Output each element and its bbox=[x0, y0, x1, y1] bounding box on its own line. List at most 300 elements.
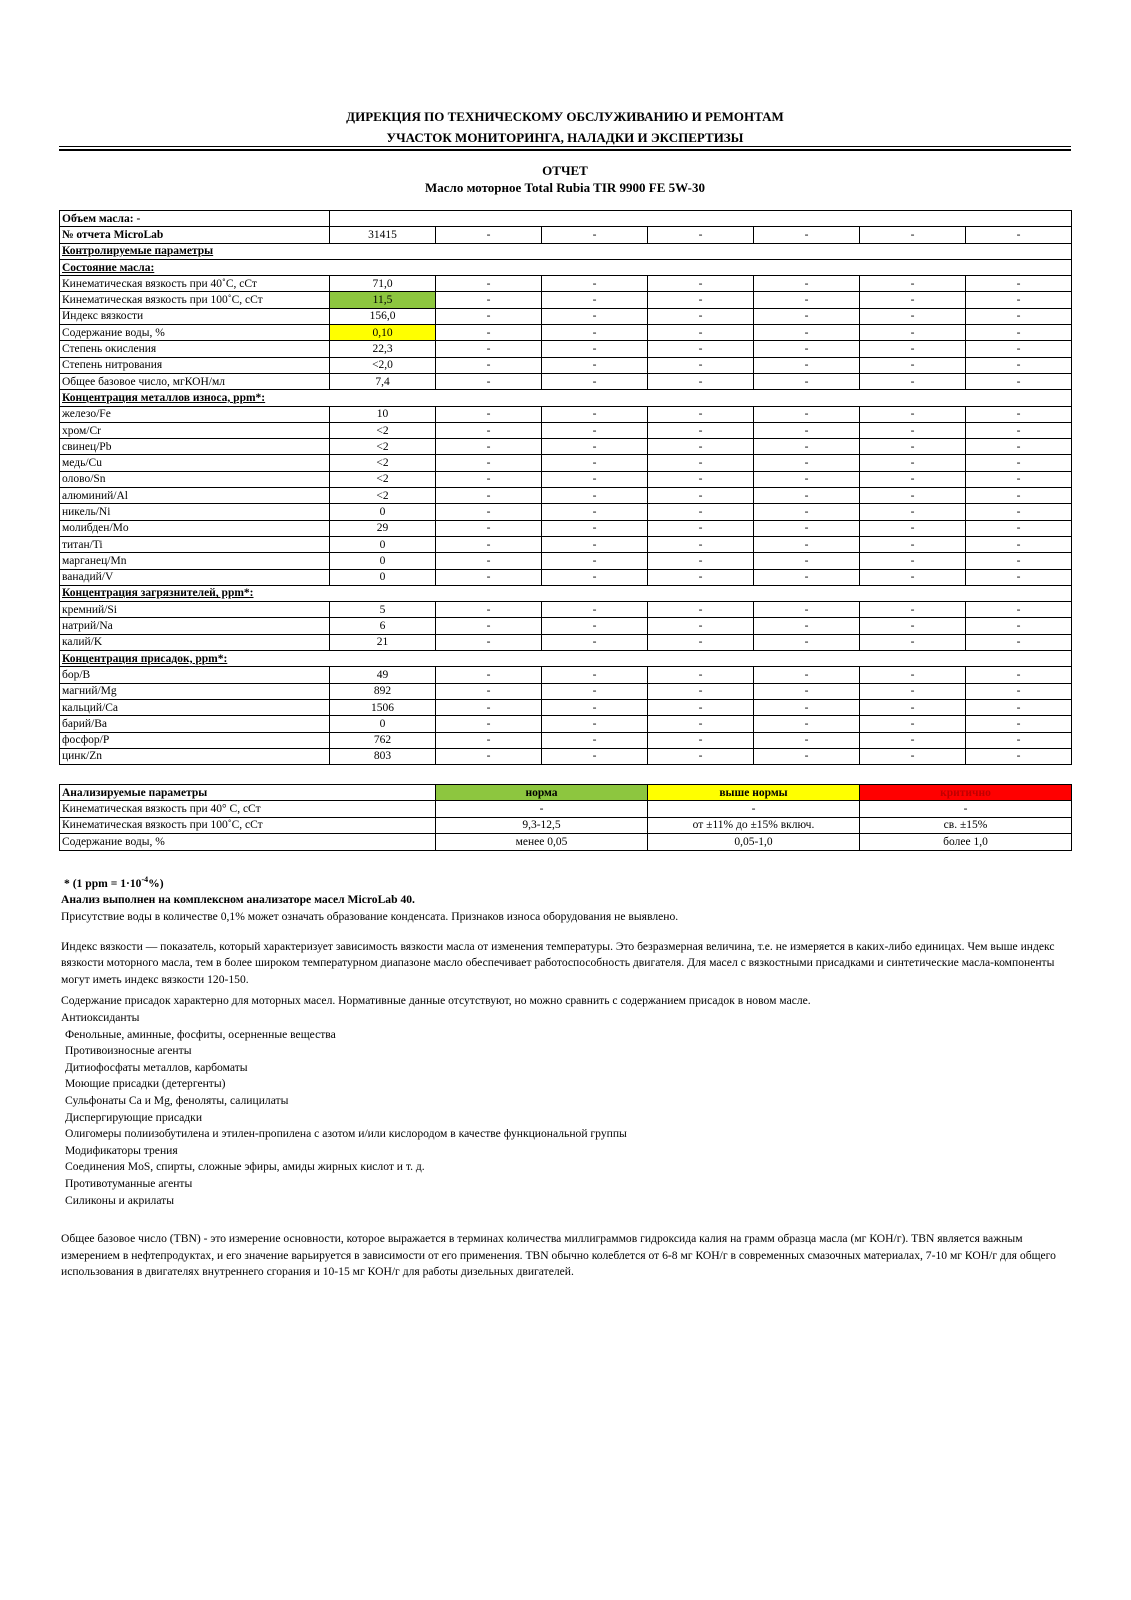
empty-cell: - bbox=[648, 536, 754, 552]
empty-cell: - bbox=[754, 276, 860, 292]
empty-cell: - bbox=[542, 406, 648, 422]
empty-cell: - bbox=[966, 716, 1072, 732]
section-title: Концентрация загрязнителей, ppm*: bbox=[60, 585, 330, 601]
empty-cell: - bbox=[966, 488, 1072, 504]
param-value: 0 bbox=[330, 553, 436, 569]
table-row bbox=[60, 488, 1072, 504]
table-row bbox=[60, 308, 1072, 324]
param-value: 892 bbox=[330, 683, 436, 699]
additive-item: Противоизносные агенты bbox=[65, 1044, 192, 1058]
empty-cell: - bbox=[542, 536, 648, 552]
empty-cell: - bbox=[542, 683, 648, 699]
empty-cell: - bbox=[648, 276, 754, 292]
section-title: Концентрация металлов износа, ppm*: bbox=[60, 390, 330, 406]
empty-cell: - bbox=[860, 716, 966, 732]
param-value: 6 bbox=[330, 618, 436, 634]
additive-item: Силиконы и акрилаты bbox=[65, 1193, 175, 1207]
oil-volume-value bbox=[330, 211, 1072, 227]
empty-cell: - bbox=[754, 699, 860, 715]
report-subtitle: Масло моторное Total Rubia TIR 9900 FE 5W-30 bbox=[424, 180, 706, 195]
oil-volume-label: Объем масла: - bbox=[60, 211, 330, 227]
empty-cell: - bbox=[436, 683, 542, 699]
ppm-note bbox=[61, 872, 1066, 892]
table-row bbox=[60, 634, 1072, 650]
empty-cell: - bbox=[436, 634, 542, 650]
reference-param: Содержание воды, % bbox=[60, 834, 436, 850]
empty-cell: - bbox=[436, 455, 542, 471]
section-fill bbox=[330, 259, 1072, 275]
param-value: <2 bbox=[330, 455, 436, 471]
table-row bbox=[60, 422, 1072, 438]
empty-cell: - bbox=[860, 308, 966, 324]
table-row bbox=[60, 732, 1072, 748]
empty-cell: - bbox=[966, 634, 1072, 650]
empty-cell: - bbox=[754, 732, 860, 748]
empty-cell: - bbox=[860, 471, 966, 487]
empty-cell: - bbox=[542, 422, 648, 438]
empty-cell: - bbox=[966, 455, 1072, 471]
param-label: медь/Cu bbox=[60, 455, 330, 471]
empty-cell: - bbox=[648, 488, 754, 504]
empty-cell: - bbox=[754, 488, 860, 504]
empty-cell: - bbox=[966, 227, 1072, 243]
empty-cell: - bbox=[436, 536, 542, 552]
empty-cell: - bbox=[860, 602, 966, 618]
empty-cell: - bbox=[436, 308, 542, 324]
param-value: 49 bbox=[330, 667, 436, 683]
param-value: 22,3 bbox=[330, 341, 436, 357]
empty-cell: - bbox=[542, 569, 648, 585]
empty-cell: - bbox=[860, 292, 966, 308]
empty-cell: - bbox=[754, 553, 860, 569]
empty-cell: - bbox=[542, 520, 648, 536]
param-value: <2 bbox=[330, 488, 436, 504]
empty-cell: - bbox=[648, 667, 754, 683]
param-label: олово/Sn bbox=[60, 471, 330, 487]
empty-cell: - bbox=[966, 373, 1072, 389]
empty-cell: - bbox=[648, 292, 754, 308]
param-label: бор/B bbox=[60, 667, 330, 683]
report-number-row bbox=[60, 227, 1072, 243]
table-row bbox=[60, 618, 1072, 634]
table-row bbox=[60, 439, 1072, 455]
empty-cell: - bbox=[542, 357, 648, 373]
empty-cell: - bbox=[966, 357, 1072, 373]
table-row bbox=[60, 569, 1072, 585]
empty-cell: - bbox=[648, 732, 754, 748]
section-title: Концентрация присадок, ppm*: bbox=[60, 651, 330, 667]
param-label: Общее базовое число, мгКОН/мл bbox=[60, 373, 330, 389]
param-value: 11,5 bbox=[330, 292, 436, 308]
param-label: Кинематическая вязкость при 40˚С, сСт bbox=[60, 276, 330, 292]
additive-item: Дитиофосфаты металлов, карбоматы bbox=[65, 1060, 248, 1074]
param-label: фосфор/P bbox=[60, 732, 330, 748]
empty-cell: - bbox=[436, 569, 542, 585]
table-row bbox=[60, 683, 1072, 699]
empty-cell: - bbox=[754, 683, 860, 699]
table-row bbox=[60, 471, 1072, 487]
reference-param: Кинематическая вязкость при 100˚С, сСт bbox=[60, 817, 436, 833]
empty-cell: - bbox=[648, 227, 754, 243]
empty-cell: - bbox=[648, 634, 754, 650]
section-fill bbox=[330, 243, 1072, 259]
empty-cell: - bbox=[542, 308, 648, 324]
empty-cell: - bbox=[648, 569, 754, 585]
empty-cell: - bbox=[966, 602, 1072, 618]
reference-row bbox=[60, 834, 1072, 850]
empty-cell: - bbox=[860, 683, 966, 699]
empty-cell: - bbox=[648, 683, 754, 699]
empty-cell: - bbox=[436, 325, 542, 341]
table-row bbox=[60, 520, 1072, 536]
critical-value: св. ±15% bbox=[860, 817, 1072, 833]
empty-cell: - bbox=[966, 422, 1072, 438]
norm-header: норма bbox=[436, 785, 648, 801]
empty-cell: - bbox=[436, 406, 542, 422]
empty-cell: - bbox=[754, 341, 860, 357]
empty-cell: - bbox=[648, 602, 754, 618]
norm-value: 9,3-12,5 bbox=[436, 817, 648, 833]
section-heading bbox=[60, 585, 1072, 601]
empty-cell: - bbox=[754, 569, 860, 585]
param-label: марганец/Mn bbox=[60, 553, 330, 569]
empty-cell: - bbox=[542, 504, 648, 520]
empty-cell: - bbox=[860, 504, 966, 520]
section-heading bbox=[60, 651, 1072, 667]
param-label: калий/K bbox=[60, 634, 330, 650]
empty-cell: - bbox=[542, 341, 648, 357]
empty-cell: - bbox=[436, 553, 542, 569]
empty-cell: - bbox=[860, 422, 966, 438]
empty-cell: - bbox=[754, 504, 860, 520]
empty-cell: - bbox=[860, 732, 966, 748]
empty-cell: - bbox=[436, 504, 542, 520]
param-label: Содержание воды, % bbox=[60, 325, 330, 341]
empty-cell: - bbox=[860, 325, 966, 341]
table-row bbox=[60, 553, 1072, 569]
empty-cell: - bbox=[754, 520, 860, 536]
empty-cell: - bbox=[966, 667, 1072, 683]
empty-cell: - bbox=[966, 308, 1072, 324]
empty-cell: - bbox=[754, 667, 860, 683]
empty-cell: - bbox=[860, 536, 966, 552]
param-value: 803 bbox=[330, 748, 436, 764]
empty-cell: - bbox=[542, 553, 648, 569]
additive-item: Фенольные, аминные, фосфиты, осерненные вещества bbox=[65, 1027, 336, 1041]
empty-cell: - bbox=[754, 455, 860, 471]
empty-cell: - bbox=[860, 373, 966, 389]
section-title: Контролируемые параметры bbox=[60, 243, 330, 259]
additive-item: Противотуманные агенты bbox=[65, 1176, 193, 1190]
empty-cell: - bbox=[966, 569, 1072, 585]
empty-cell: - bbox=[754, 536, 860, 552]
empty-cell: - bbox=[436, 276, 542, 292]
param-value: 29 bbox=[330, 520, 436, 536]
table-row bbox=[60, 341, 1072, 357]
param-value: <2 bbox=[330, 422, 436, 438]
reference-row bbox=[60, 817, 1072, 833]
empty-cell: - bbox=[966, 732, 1072, 748]
param-label: Кинематическая вязкость при 100˚С, сСт bbox=[60, 292, 330, 308]
reference-header-row bbox=[60, 785, 1072, 801]
above-norm-value: - bbox=[648, 801, 860, 817]
table-row bbox=[60, 373, 1072, 389]
empty-cell: - bbox=[966, 471, 1072, 487]
empty-cell: - bbox=[860, 455, 966, 471]
empty-cell: - bbox=[542, 618, 648, 634]
empty-cell: - bbox=[436, 357, 542, 373]
param-label: магний/Mg bbox=[60, 683, 330, 699]
empty-cell: - bbox=[436, 373, 542, 389]
antioxidants-label: Антиоксиданты bbox=[61, 1011, 140, 1025]
empty-cell: - bbox=[542, 732, 648, 748]
empty-cell: - bbox=[754, 471, 860, 487]
empty-cell: - bbox=[754, 422, 860, 438]
empty-cell: - bbox=[754, 292, 860, 308]
empty-cell: - bbox=[542, 699, 648, 715]
empty-cell: - bbox=[648, 308, 754, 324]
empty-cell: - bbox=[436, 292, 542, 308]
empty-cell: - bbox=[648, 553, 754, 569]
param-value: 71,0 bbox=[330, 276, 436, 292]
param-label: молибден/Mo bbox=[60, 520, 330, 536]
empty-cell: - bbox=[648, 439, 754, 455]
empty-cell: - bbox=[542, 471, 648, 487]
above-norm-header: выше нормы bbox=[648, 785, 860, 801]
table-row bbox=[60, 455, 1072, 471]
empty-cell: - bbox=[648, 373, 754, 389]
norm-value: - bbox=[436, 801, 648, 817]
empty-cell: - bbox=[966, 325, 1072, 341]
reference-header-label: Анализируемые параметры bbox=[60, 785, 436, 801]
param-label: кремний/Si bbox=[60, 602, 330, 618]
empty-cell: - bbox=[542, 276, 648, 292]
above-norm-value: от ±11% до ±15% включ. bbox=[648, 817, 860, 833]
empty-cell: - bbox=[648, 520, 754, 536]
empty-cell: - bbox=[860, 569, 966, 585]
additive-item: Соединения MoS, спирты, сложные эфиры, амиды жирных кислот и т. д. bbox=[65, 1160, 425, 1174]
empty-cell: - bbox=[436, 520, 542, 536]
empty-cell: - bbox=[542, 748, 648, 764]
table-row bbox=[60, 667, 1072, 683]
param-label: свинец/Pb bbox=[60, 439, 330, 455]
empty-cell: - bbox=[860, 341, 966, 357]
param-value: 10 bbox=[330, 406, 436, 422]
empty-cell: - bbox=[860, 406, 966, 422]
empty-cell: - bbox=[542, 634, 648, 650]
additive-list bbox=[61, 1027, 1066, 1210]
header-line-1: ДИРЕКЦИЯ ПО ТЕХНИЧЕСКОМУ ОБСЛУЖИВАНИЮ И РЕМОНТАМ bbox=[346, 109, 784, 124]
empty-cell: - bbox=[648, 716, 754, 732]
additive-item: Сульфонаты Ca и Mg, феноляты, салицилаты bbox=[65, 1093, 289, 1107]
param-label: Степень окисления bbox=[60, 341, 330, 357]
param-value: 762 bbox=[330, 732, 436, 748]
empty-cell: - bbox=[436, 488, 542, 504]
water-note: Присутствие воды в количестве 0,1% может означать образование конденсата. Признаков износа оборудования не выявлено. bbox=[61, 910, 679, 924]
empty-cell: - bbox=[966, 536, 1072, 552]
empty-cell: - bbox=[436, 439, 542, 455]
empty-cell: - bbox=[436, 471, 542, 487]
empty-cell: - bbox=[648, 357, 754, 373]
empty-cell: - bbox=[542, 667, 648, 683]
param-value: 21 bbox=[330, 634, 436, 650]
empty-cell: - bbox=[542, 439, 648, 455]
table-row bbox=[60, 602, 1072, 618]
empty-cell: - bbox=[966, 748, 1072, 764]
table-row bbox=[60, 536, 1072, 552]
param-label: барий/Ba bbox=[60, 716, 330, 732]
empty-cell: - bbox=[966, 699, 1072, 715]
section-heading bbox=[60, 259, 1072, 275]
param-label: никель/Ni bbox=[60, 504, 330, 520]
above-norm-value: 0,05-1,0 bbox=[648, 834, 860, 850]
empty-cell: - bbox=[542, 602, 648, 618]
empty-cell: - bbox=[648, 699, 754, 715]
empty-cell: - bbox=[648, 748, 754, 764]
critical-value: - bbox=[860, 801, 1072, 817]
param-label: натрий/Na bbox=[60, 618, 330, 634]
empty-cell: - bbox=[648, 471, 754, 487]
param-label: Степень нитрования bbox=[60, 357, 330, 373]
additive-item: Моющие присадки (детергенты) bbox=[65, 1077, 226, 1091]
tbn-note: Общее базовое число (TBN) - это измерение основности, которое выражается в терминах количества миллиграммов гидроксида калия на грамм образца масла (мг КОН/г). TBN является важным измерением в нефтепродуктах, и его значение варьируется в зависимости от его применения. TBN обычно колеблется от 6-8 мг КОН/г в современных смазочных материалах, 7-10 мг КОН/г для общего использования в двигателях внутреннего сгорания и 10-15 мг КОН/г для работы дизельных двигателей. bbox=[61, 1232, 1056, 1279]
empty-cell: - bbox=[542, 292, 648, 308]
reference-param: Кинематическая вязкость при 40° С, сСт bbox=[60, 801, 436, 817]
empty-cell: - bbox=[754, 716, 860, 732]
section-heading bbox=[60, 390, 1072, 406]
empty-cell: - bbox=[648, 341, 754, 357]
param-value: 0,10 bbox=[330, 325, 436, 341]
header-rule bbox=[59, 146, 1071, 151]
additive-item: Олигомеры полиизобутилена и этилен-пропилена с азотом и/или кислородом в качестве функциональной группы bbox=[65, 1127, 627, 1141]
param-value: 156,0 bbox=[330, 308, 436, 324]
additives-intro: Содержание присадок характерно для моторных масел. Нормативные данные отсутствуют, но можно сравнить с содержанием присадок в новом масле. bbox=[61, 994, 811, 1008]
empty-cell: - bbox=[542, 455, 648, 471]
empty-cell: - bbox=[436, 748, 542, 764]
empty-cell: - bbox=[648, 504, 754, 520]
empty-cell: - bbox=[754, 634, 860, 650]
empty-cell: - bbox=[754, 406, 860, 422]
empty-cell: - bbox=[648, 455, 754, 471]
empty-cell: - bbox=[860, 357, 966, 373]
empty-cell: - bbox=[436, 667, 542, 683]
analysis-note: Анализ выполнен на комплексном анализаторе масел MicroLab 40. bbox=[61, 893, 415, 907]
empty-cell: - bbox=[542, 227, 648, 243]
section-fill bbox=[330, 585, 1072, 601]
ppm-note-prefix: * (1 ppm = 1·10 bbox=[64, 876, 142, 890]
table-row bbox=[60, 276, 1072, 292]
param-value: <2,0 bbox=[330, 357, 436, 373]
table-row bbox=[60, 748, 1072, 764]
empty-cell: - bbox=[860, 227, 966, 243]
empty-cell: - bbox=[436, 618, 542, 634]
empty-cell: - bbox=[754, 602, 860, 618]
critical-header: критично bbox=[860, 785, 1072, 801]
empty-cell: - bbox=[648, 618, 754, 634]
empty-cell: - bbox=[860, 699, 966, 715]
critical-value: более 1,0 bbox=[860, 834, 1072, 850]
empty-cell: - bbox=[436, 732, 542, 748]
report-number-value: 31415 bbox=[330, 227, 436, 243]
param-label: хром/Cr bbox=[60, 422, 330, 438]
empty-cell: - bbox=[754, 618, 860, 634]
table-row bbox=[60, 699, 1072, 715]
empty-cell: - bbox=[860, 553, 966, 569]
empty-cell: - bbox=[966, 406, 1072, 422]
reference-table bbox=[59, 784, 1072, 851]
table-row bbox=[60, 357, 1072, 373]
empty-cell: - bbox=[542, 325, 648, 341]
empty-cell: - bbox=[648, 422, 754, 438]
param-label: алюминий/Al bbox=[60, 488, 330, 504]
param-value: 5 bbox=[330, 602, 436, 618]
table-row bbox=[60, 716, 1072, 732]
oil-volume-row bbox=[60, 211, 1072, 227]
controlled-params-heading bbox=[60, 243, 1072, 259]
norm-value: менее 0,05 bbox=[436, 834, 648, 850]
param-value: 7,4 bbox=[330, 373, 436, 389]
empty-cell: - bbox=[860, 520, 966, 536]
empty-cell: - bbox=[966, 520, 1072, 536]
section-fill bbox=[330, 651, 1072, 667]
empty-cell: - bbox=[754, 748, 860, 764]
param-label: железо/Fe bbox=[60, 406, 330, 422]
empty-cell: - bbox=[754, 308, 860, 324]
empty-cell: - bbox=[860, 276, 966, 292]
param-label: Индекс вязкости bbox=[60, 308, 330, 324]
empty-cell: - bbox=[542, 716, 648, 732]
table-row bbox=[60, 325, 1072, 341]
param-label: кальций/Ca bbox=[60, 699, 330, 715]
section-title: Состояние масла: bbox=[60, 259, 330, 275]
reference-row bbox=[60, 801, 1072, 817]
additive-item: Диспергирующие присадки bbox=[65, 1110, 203, 1124]
param-value: 1506 bbox=[330, 699, 436, 715]
header-line-2: УЧАСТОК МОНИТОРИНГА, НАЛАДКИ И ЭКСПЕРТИЗЫ bbox=[386, 130, 744, 145]
ppm-note-suffix: %) bbox=[148, 876, 164, 890]
empty-cell: - bbox=[754, 373, 860, 389]
additive-item: Модификаторы трения bbox=[65, 1143, 178, 1157]
empty-cell: - bbox=[436, 422, 542, 438]
empty-cell: - bbox=[436, 341, 542, 357]
empty-cell: - bbox=[860, 439, 966, 455]
report-number-label: № отчета MicroLab bbox=[60, 227, 330, 243]
table-row bbox=[60, 292, 1072, 308]
param-value: 0 bbox=[330, 536, 436, 552]
empty-cell: - bbox=[966, 553, 1072, 569]
param-value: 0 bbox=[330, 716, 436, 732]
param-value: 0 bbox=[330, 569, 436, 585]
empty-cell: - bbox=[860, 748, 966, 764]
empty-cell: - bbox=[754, 227, 860, 243]
report-title: ОТЧЕТ bbox=[542, 163, 588, 178]
param-value: <2 bbox=[330, 439, 436, 455]
table-row bbox=[60, 406, 1072, 422]
empty-cell: - bbox=[436, 716, 542, 732]
empty-cell: - bbox=[860, 634, 966, 650]
empty-cell: - bbox=[860, 618, 966, 634]
notes-block bbox=[61, 872, 1066, 1281]
param-label: цинк/Zn bbox=[60, 748, 330, 764]
empty-cell: - bbox=[648, 406, 754, 422]
empty-cell: - bbox=[966, 276, 1072, 292]
viscosity-index-note: Индекс вязкости — показатель, который характеризует зависимость вязкости масла от изменения температуры. Это безразмерная величина, т.е. не измеряется в каких-либо единицах. Чем выше индекс вязкости моторного масла, тем в более широком температурном диапазоне масло обеспечивает работоспособность двигателя. Для масел с вязкостными присадками и синтетические масла-компоненты могут иметь индекс вязкости 120-150. bbox=[61, 939, 1055, 986]
empty-cell: - bbox=[966, 618, 1072, 634]
empty-cell: - bbox=[966, 292, 1072, 308]
table-row bbox=[60, 504, 1072, 520]
results-table bbox=[59, 210, 1072, 765]
empty-cell: - bbox=[966, 341, 1072, 357]
